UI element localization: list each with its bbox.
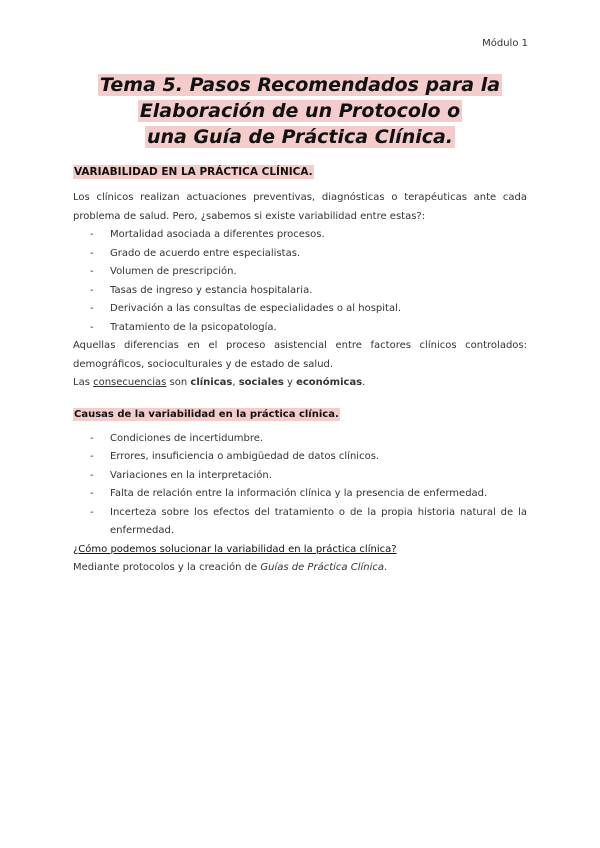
differences-paragraph: Aquellas diferencias en el proceso asistencial entre factores clínicos controlados: demográficos, socioculturales y de estado de salud. xyxy=(73,340,527,370)
consequences-paragraph: Las consecuencias son clínicas, sociales y económicas. xyxy=(73,377,366,388)
list-item: - Volumen de prescripción. xyxy=(90,266,237,277)
list-item: - Tratamiento de la psicopatología. xyxy=(90,321,277,333)
causes-list xyxy=(73,430,527,541)
intro-paragraph: Los clínicos realizan actuaciones preventivas, diagnósticas o terapéuticas ante cada problema de salud. Pero, ¿sabemos si existe variabilidad entre estas?: xyxy=(73,192,527,222)
section-heading-causes: Causas de la variabilidad en la práctica clínica. xyxy=(74,408,339,420)
list-item: - Incerteza sobre los efectos del tratamiento o de la propia historia natural de la enfermedad. xyxy=(90,506,527,536)
title-line-1: Tema 5. Pasos Recomendados para la xyxy=(99,74,501,96)
section-heading-variability: VARIABILIDAD EN LA PRÁCTICA CLÍNICA. xyxy=(74,166,313,178)
solution-question: ¿Cómo podemos solucionar la variabilidad en la práctica clínica? xyxy=(73,543,397,555)
list-item: - Variaciones en la interpretación. xyxy=(90,469,272,481)
list-item: - Falta de relación entre la información clínica y la presencia de enfermedad. xyxy=(90,488,488,499)
title-line-3: una Guía de Práctica Clínica. xyxy=(146,126,454,148)
list-item: - Errores, insuficiencia o ambigüedad de datos clínicos. xyxy=(90,451,380,462)
list-item: - Tasas de ingreso y estancia hospitalaria. xyxy=(90,284,313,296)
list-item: - Mortalidad asociada a diferentes procesos. xyxy=(90,229,325,240)
module-label: Módulo 1 xyxy=(482,38,528,49)
solution-answer: Mediante protocolos y la creación de Guías de Práctica Clínica. xyxy=(73,562,388,573)
variability-list xyxy=(73,226,527,337)
list-item: - Condiciones de incertidumbre. xyxy=(90,432,264,444)
list-item: - Grado de acuerdo entre especialistas. xyxy=(90,247,301,259)
title-line-2: Elaboración de un Protocolo o xyxy=(139,100,461,122)
document-body xyxy=(73,166,527,578)
page-title xyxy=(0,72,600,150)
list-item: - Derivación a las consultas de especialidades o al hospital. xyxy=(90,303,402,314)
